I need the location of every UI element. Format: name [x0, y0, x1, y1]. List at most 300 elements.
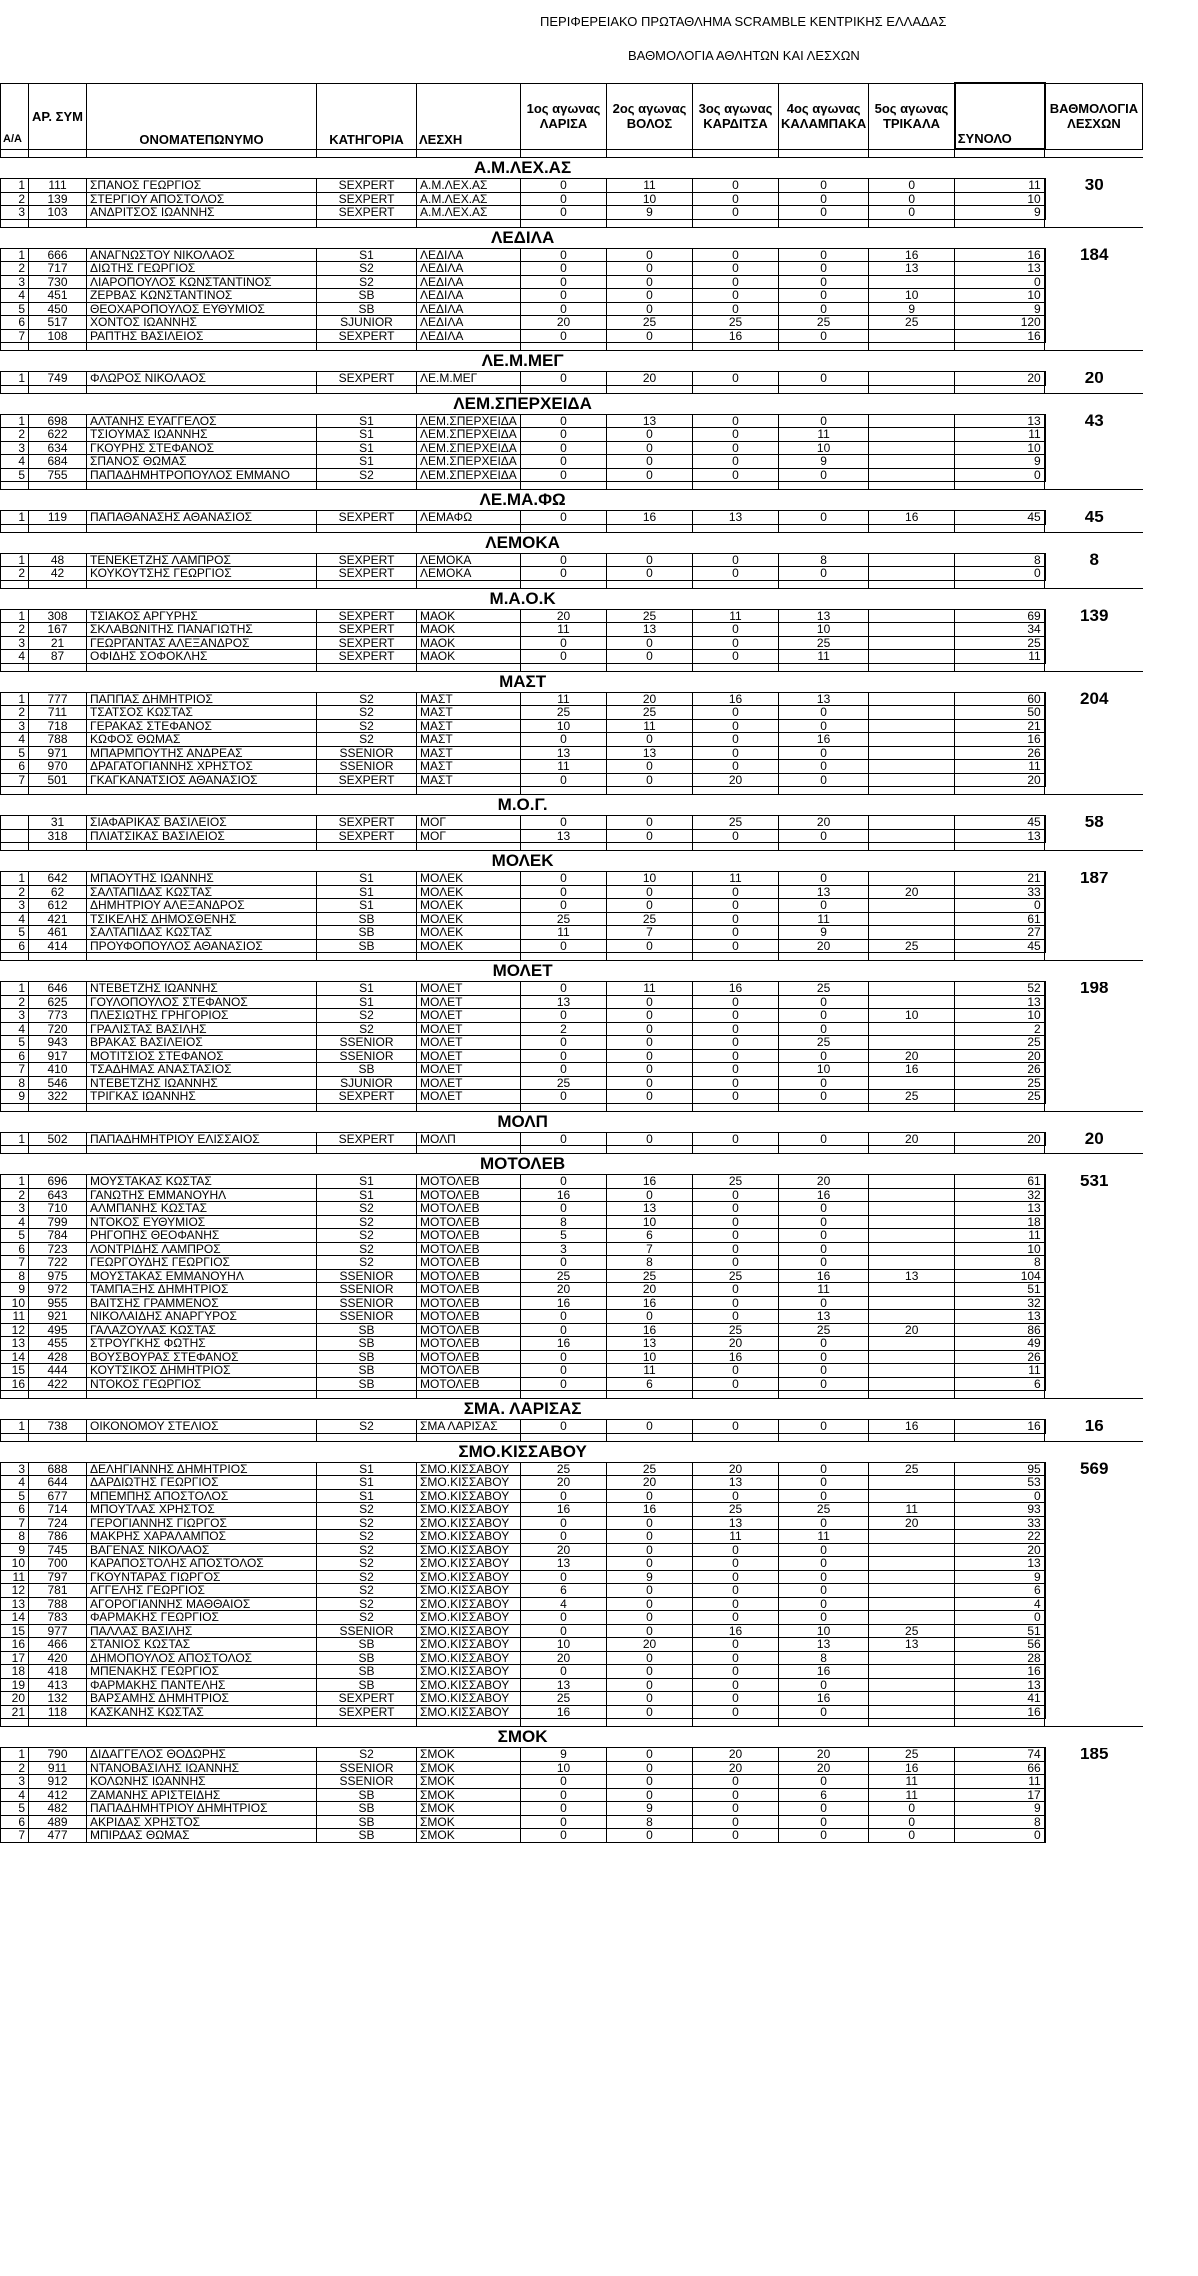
row-category[interactable]: S2	[317, 1611, 417, 1625]
row-round-5[interactable]	[869, 1584, 955, 1598]
row-name[interactable]: ΛΟΝΤΡΙΔΗΣ ΛΑΜΠΡΟΣ	[87, 1242, 317, 1256]
row-round-4[interactable]: 25	[779, 1036, 869, 1050]
row-round-2[interactable]: 0	[607, 1761, 693, 1775]
empty-cell[interactable]	[1045, 995, 1143, 1009]
row-total[interactable]: 25	[955, 1076, 1045, 1090]
row-round-5[interactable]	[869, 428, 955, 442]
row-round-4[interactable]: 0	[779, 1829, 869, 1843]
row-round-5[interactable]	[869, 816, 955, 830]
row-club[interactable]: ΜΟΤΟΛΕΒ	[417, 1175, 521, 1189]
empty-cell[interactable]	[1045, 393, 1143, 414]
row-num[interactable]: 111	[29, 179, 87, 193]
row-round-4[interactable]: 20	[779, 939, 869, 953]
row-category[interactable]: SB	[317, 926, 417, 940]
row-round-4[interactable]: 8	[779, 1651, 869, 1665]
row-name[interactable]: ΖΑΜΑΝΗΣ ΑΡΙΣΤΕΙΔΗΣ	[87, 1788, 317, 1802]
row-name[interactable]: ΓΚΟΥΡΗΣ ΣΤΕΦΑΝΟΣ	[87, 441, 317, 455]
row-category[interactable]: SB	[317, 1337, 417, 1351]
row-aa[interactable]: 12	[1, 1323, 29, 1337]
row-category[interactable]: SEXPERT	[317, 567, 417, 581]
row-total[interactable]: 6	[955, 1377, 1045, 1391]
row-club[interactable]: ΜΑΣΤ	[417, 760, 521, 774]
empty-cell[interactable]	[1045, 1678, 1143, 1692]
row-round-1[interactable]: 13	[521, 1678, 607, 1692]
row-aa[interactable]: 3	[1, 719, 29, 733]
row-name[interactable]: ΚΩΦΟΣ ΘΩΜΑΣ	[87, 733, 317, 747]
row-category[interactable]: S2	[317, 275, 417, 289]
row-round-2[interactable]: 0	[607, 636, 693, 650]
row-round-5[interactable]	[869, 1350, 955, 1364]
empty-cell[interactable]	[87, 1391, 317, 1399]
row-aa[interactable]: 14	[1, 1611, 29, 1625]
row-num[interactable]: 781	[29, 1584, 87, 1598]
row-num[interactable]: 495	[29, 1323, 87, 1337]
row-club[interactable]: ΜΑΟΚ	[417, 609, 521, 623]
row-club[interactable]: ΜΟΛΕΤ	[417, 995, 521, 1009]
row-aa[interactable]: 1	[1, 372, 29, 386]
row-round-2[interactable]: 0	[607, 428, 693, 442]
row-aa[interactable]: 2	[1, 885, 29, 899]
empty-cell[interactable]	[1045, 706, 1143, 720]
empty-cell[interactable]	[607, 787, 693, 795]
row-name[interactable]: ΣΤΡΟΥΓΚΗΣ ΦΩΤΗΣ	[87, 1337, 317, 1351]
row-round-2[interactable]: 0	[607, 1188, 693, 1202]
empty-cell[interactable]	[417, 343, 521, 351]
row-club[interactable]: ΜΟΛΕΤ	[417, 1049, 521, 1063]
club-points[interactable]: 187	[1080, 871, 1109, 885]
row-round-1[interactable]: 11	[521, 692, 607, 706]
row-round-2[interactable]: 9	[607, 1570, 693, 1584]
row-round-2[interactable]: 0	[607, 302, 693, 316]
empty-cell[interactable]	[869, 385, 955, 393]
club-points[interactable]: 20	[1084, 371, 1104, 385]
row-round-2[interactable]: 20	[607, 372, 693, 386]
row-num[interactable]: 684	[29, 455, 87, 469]
row-round-2[interactable]: 0	[607, 1584, 693, 1598]
row-name[interactable]: ΑΝΔΡΙΤΣΟΣ ΙΩΑΝΝΗΣ	[87, 206, 317, 220]
row-round-2[interactable]: 0	[607, 939, 693, 953]
row-name[interactable]: ΓΕΩΡΓΑΝΤΑΣ ΑΛΕΞΑΝΔΡΟΣ	[87, 636, 317, 650]
row-round-1[interactable]: 0	[521, 899, 607, 913]
row-round-5[interactable]	[869, 1557, 955, 1571]
row-round-1[interactable]: 0	[521, 1815, 607, 1829]
row-name[interactable]: ΝΤΟΚΟΣ ΕΥΘΥΜΙΟΣ	[87, 1215, 317, 1229]
row-aa[interactable]: 5	[1, 468, 29, 482]
row-round-4[interactable]: 0	[779, 372, 869, 386]
row-round-3[interactable]: 0	[693, 1049, 779, 1063]
row-round-5[interactable]	[869, 567, 955, 581]
row-total[interactable]: 9	[955, 206, 1045, 220]
row-total[interactable]: 21	[955, 719, 1045, 733]
row-club[interactable]: ΜΑΣΤ	[417, 733, 521, 747]
row-club[interactable]: ΣΜΟ.ΚΙΣΣΑΒΟΥ	[417, 1489, 521, 1503]
row-round-3[interactable]: 0	[693, 733, 779, 747]
row-category[interactable]: S1	[317, 885, 417, 899]
empty-cell[interactable]	[521, 343, 607, 351]
row-club[interactable]: ΜΑΟΚ	[417, 636, 521, 650]
row-round-3[interactable]: 0	[693, 1009, 779, 1023]
row-round-2[interactable]: 16	[607, 1296, 693, 1310]
row-category[interactable]: SSENIOR	[317, 1049, 417, 1063]
row-aa[interactable]: 3	[1, 206, 29, 220]
row-round-2[interactable]: 13	[607, 414, 693, 428]
row-round-4[interactable]: 0	[779, 773, 869, 787]
row-round-1[interactable]: 0	[521, 1570, 607, 1584]
row-round-5[interactable]	[869, 829, 955, 843]
row-round-4[interactable]: 20	[779, 1748, 869, 1762]
row-round-1[interactable]: 0	[521, 885, 607, 899]
row-club[interactable]: ΣΜΟΚ	[417, 1788, 521, 1802]
empty-cell[interactable]	[779, 1391, 869, 1399]
empty-cell[interactable]	[779, 482, 869, 490]
row-round-2[interactable]: 0	[607, 1692, 693, 1706]
row-club[interactable]: ΜΟΛΕΚ	[417, 872, 521, 886]
row-name[interactable]: ΡΗΓΟΠΗΣ ΘΕΟΦΑΝΗΣ	[87, 1229, 317, 1243]
row-round-4[interactable]: 0	[779, 1022, 869, 1036]
empty-cell[interactable]	[693, 1433, 779, 1441]
empty-cell[interactable]	[1045, 206, 1143, 220]
empty-cell[interactable]	[869, 219, 955, 227]
empty-cell[interactable]	[1045, 441, 1143, 455]
row-round-2[interactable]: 0	[607, 650, 693, 664]
row-round-4[interactable]: 0	[779, 468, 869, 482]
row-round-3[interactable]: 0	[693, 623, 779, 637]
row-aa[interactable]: 6	[1, 760, 29, 774]
row-round-3[interactable]: 0	[693, 995, 779, 1009]
row-round-3[interactable]: 13	[693, 1476, 779, 1490]
empty-cell[interactable]	[29, 1719, 87, 1727]
row-round-3[interactable]: 25	[693, 1269, 779, 1283]
row-round-3[interactable]: 0	[693, 1310, 779, 1324]
empty-cell[interactable]	[1045, 1761, 1143, 1775]
empty-cell[interactable]	[1045, 719, 1143, 733]
empty-cell[interactable]	[317, 1103, 417, 1111]
row-round-5[interactable]	[869, 912, 955, 926]
row-total[interactable]: 9	[955, 455, 1045, 469]
empty-cell[interactable]	[1, 787, 29, 795]
row-num[interactable]: 722	[29, 1256, 87, 1270]
row-round-2[interactable]: 0	[607, 816, 693, 830]
empty-cell[interactable]	[1045, 385, 1143, 393]
row-round-5[interactable]	[869, 372, 955, 386]
row-num[interactable]: 103	[29, 206, 87, 220]
row-category[interactable]: S2	[317, 1420, 417, 1434]
row-round-1[interactable]: 0	[521, 248, 607, 262]
row-round-1[interactable]: 16	[521, 1705, 607, 1719]
row-category[interactable]: SSENIOR	[317, 1624, 417, 1638]
empty-cell[interactable]	[317, 524, 417, 532]
row-round-3[interactable]: 0	[693, 428, 779, 442]
empty-cell[interactable]	[87, 1719, 317, 1727]
row-category[interactable]: S2	[317, 692, 417, 706]
row-club[interactable]: ΜΟΤΟΛΕΒ	[417, 1202, 521, 1216]
row-num[interactable]: 797	[29, 1570, 87, 1584]
row-num[interactable]: 955	[29, 1296, 87, 1310]
row-num[interactable]: 461	[29, 926, 87, 940]
row-total[interactable]: 20	[955, 1132, 1045, 1146]
row-round-4[interactable]: 11	[779, 912, 869, 926]
empty-cell[interactable]	[1045, 1323, 1143, 1337]
empty-cell[interactable]	[1045, 843, 1143, 851]
row-category[interactable]: S1	[317, 428, 417, 442]
row-round-1[interactable]: 0	[521, 567, 607, 581]
empty-cell[interactable]	[1, 1391, 29, 1399]
row-round-5[interactable]: 0	[869, 1829, 955, 1843]
row-total[interactable]: 25	[955, 1036, 1045, 1050]
club-points[interactable]: 43	[1084, 414, 1104, 428]
row-round-1[interactable]: 0	[521, 302, 607, 316]
club-points[interactable]: 30	[1084, 178, 1104, 192]
empty-cell[interactable]	[29, 524, 87, 532]
row-category[interactable]: SB	[317, 1350, 417, 1364]
row-round-4[interactable]: 0	[779, 1296, 869, 1310]
row-num[interactable]: 788	[29, 1597, 87, 1611]
row-round-3[interactable]: 0	[693, 1692, 779, 1706]
row-num[interactable]: 644	[29, 1476, 87, 1490]
row-name[interactable]: ΑΛΜΠΑΝΗΣ ΚΩΣΤΑΣ	[87, 1202, 317, 1216]
row-name[interactable]: ΤΕΝΕΚΕΤΖΗΣ ΛΑΜΠΡΟΣ	[87, 553, 317, 567]
row-round-2[interactable]: 25	[607, 912, 693, 926]
row-category[interactable]: SEXPERT	[317, 1090, 417, 1104]
row-category[interactable]: S2	[317, 1597, 417, 1611]
row-total[interactable]: 11	[955, 650, 1045, 664]
row-round-2[interactable]: 0	[607, 995, 693, 1009]
row-num[interactable]: 410	[29, 1063, 87, 1077]
row-name[interactable]: ΤΣΑΔΗΜΑΣ ΑΝΑΣΤΑΣΙΟΣ	[87, 1063, 317, 1077]
row-aa[interactable]: 16	[1, 1638, 29, 1652]
empty-cell[interactable]	[955, 1719, 1045, 1727]
empty-cell[interactable]	[1045, 1283, 1143, 1297]
empty-cell[interactable]	[955, 1433, 1045, 1441]
empty-cell[interactable]	[1045, 926, 1143, 940]
row-round-3[interactable]: 0	[693, 746, 779, 760]
row-round-1[interactable]: 25	[521, 1269, 607, 1283]
row-category[interactable]: S1	[317, 982, 417, 996]
row-name[interactable]: ΣΑΛΤΑΠΙΔΑΣ ΚΩΣΤΑΣ	[87, 926, 317, 940]
row-aa[interactable]: 1	[1, 1175, 29, 1189]
empty-cell[interactable]	[87, 1103, 317, 1111]
row-category[interactable]: S2	[317, 719, 417, 733]
row-round-3[interactable]: 0	[693, 1022, 779, 1036]
row-num[interactable]: 799	[29, 1215, 87, 1229]
row-round-1[interactable]: 16	[521, 1503, 607, 1517]
row-round-3[interactable]: 16	[693, 1350, 779, 1364]
row-aa[interactable]: 5	[1, 1229, 29, 1243]
row-aa[interactable]	[1, 816, 29, 830]
empty-cell[interactable]	[417, 1146, 521, 1154]
row-name[interactable]: ΝΤΑΝΟΒΑΣΙΛΗΣ ΙΩΑΝΝΗΣ	[87, 1761, 317, 1775]
row-num[interactable]: 62	[29, 885, 87, 899]
row-round-2[interactable]: 0	[607, 1788, 693, 1802]
row-round-5[interactable]	[869, 623, 955, 637]
row-club[interactable]: ΜΟΤΟΛΕΒ	[417, 1350, 521, 1364]
row-club[interactable]: ΛΕΔΙΛΑ	[417, 329, 521, 343]
row-club[interactable]: ΣΜΟ.ΚΙΣΣΑΒΟΥ	[417, 1543, 521, 1557]
row-round-5[interactable]: 13	[869, 1269, 955, 1283]
row-name[interactable]: ΝΤΕΒΕΤΖΗΣ ΙΩΑΝΝΗΣ	[87, 1076, 317, 1090]
row-name[interactable]: ΔΑΡΔΙΩΤΗΣ ΓΕΩΡΓΙΟΣ	[87, 1476, 317, 1490]
club-name[interactable]: ΣΜΟΚ	[1, 1727, 1045, 1748]
row-round-5[interactable]	[869, 733, 955, 747]
empty-cell[interactable]	[869, 343, 955, 351]
row-num[interactable]: 790	[29, 1748, 87, 1762]
row-club[interactable]: ΜΟΛΕΚ	[417, 899, 521, 913]
row-category[interactable]: SB	[317, 1651, 417, 1665]
row-round-4[interactable]: 25	[779, 636, 869, 650]
row-club[interactable]: ΜΟΛΕΚ	[417, 926, 521, 940]
empty-cell[interactable]	[693, 219, 779, 227]
row-name[interactable]: ΠΡΟΥΦΟΠΟΥΛΟΣ ΑΘΑΝΑΣΙΟΣ	[87, 939, 317, 953]
row-round-1[interactable]: 0	[521, 553, 607, 567]
empty-cell[interactable]	[779, 953, 869, 961]
row-round-4[interactable]: 25	[779, 982, 869, 996]
row-round-5[interactable]	[869, 1543, 955, 1557]
row-total[interactable]: 52	[955, 982, 1045, 996]
club-points[interactable]: 185	[1080, 1747, 1109, 1761]
row-round-4[interactable]: 11	[779, 1283, 869, 1297]
row-round-2[interactable]: 0	[607, 1624, 693, 1638]
row-round-4[interactable]: 0	[779, 1489, 869, 1503]
row-round-3[interactable]: 0	[693, 1188, 779, 1202]
row-round-1[interactable]: 0	[521, 372, 607, 386]
row-round-1[interactable]: 0	[521, 1665, 607, 1679]
club-name[interactable]: ΛΕΜΟΚΑ	[1, 532, 1045, 553]
row-club[interactable]: ΣΜΟ.ΚΙΣΣΑΒΟΥ	[417, 1503, 521, 1517]
row-category[interactable]: S2	[317, 1570, 417, 1584]
row-round-5[interactable]	[869, 899, 955, 913]
row-club[interactable]: ΣΜΟ.ΚΙΣΣΑΒΟΥ	[417, 1462, 521, 1476]
row-num[interactable]: 720	[29, 1022, 87, 1036]
empty-cell[interactable]	[1045, 1503, 1143, 1517]
row-club[interactable]: ΛΕΜ.ΣΠΕΡΧΕΙΔΑ	[417, 414, 521, 428]
row-total[interactable]: 32	[955, 1188, 1045, 1202]
row-club[interactable]: ΛΕΜ.ΣΠΕΡΧΕΙΔΑ	[417, 455, 521, 469]
empty-cell[interactable]	[521, 663, 607, 671]
empty-cell[interactable]	[29, 1103, 87, 1111]
row-round-3[interactable]: 0	[693, 468, 779, 482]
row-round-1[interactable]: 0	[521, 1624, 607, 1638]
empty-cell[interactable]	[521, 1719, 607, 1727]
empty-cell[interactable]	[417, 843, 521, 851]
row-total[interactable]: 104	[955, 1269, 1045, 1283]
row-name[interactable]: ΓΟΥΛΟΠΟΥΛΟΣ ΣΤΕΦΑΝΟΣ	[87, 995, 317, 1009]
row-category[interactable]: SB	[317, 1829, 417, 1843]
header-round-1[interactable]: 1ος αγωνας ΛΑΡΙΣΑ	[521, 83, 607, 149]
row-category[interactable]: S1	[317, 1188, 417, 1202]
empty-cell[interactable]	[607, 1103, 693, 1111]
empty-cell[interactable]	[417, 149, 521, 158]
row-round-3[interactable]: 0	[693, 1543, 779, 1557]
empty-cell[interactable]	[521, 787, 607, 795]
row-aa[interactable]: 17	[1, 1651, 29, 1665]
row-round-3[interactable]: 25	[693, 1175, 779, 1189]
row-total[interactable]: 20	[955, 1049, 1045, 1063]
row-category[interactable]: S2	[317, 1256, 417, 1270]
row-club[interactable]: ΜΟΤΟΛΕΒ	[417, 1377, 521, 1391]
row-round-5[interactable]	[869, 773, 955, 787]
row-round-3[interactable]: 13	[693, 511, 779, 525]
row-round-4[interactable]: 9	[779, 455, 869, 469]
empty-cell[interactable]	[1045, 1076, 1143, 1090]
row-total[interactable]: 16	[955, 1420, 1045, 1434]
row-name[interactable]: ΜΠΑΡΜΠΟΥΤΗΣ ΑΝΔΡΕΑΣ	[87, 746, 317, 760]
row-round-4[interactable]: 0	[779, 1815, 869, 1829]
row-round-2[interactable]: 0	[607, 248, 693, 262]
header-round-2[interactable]: 2ος αγωνας ΒΟΛΟΣ	[607, 83, 693, 149]
empty-cell[interactable]	[1, 663, 29, 671]
row-category[interactable]: SSENIOR	[317, 1775, 417, 1789]
row-aa[interactable]: 1	[1, 248, 29, 262]
empty-cell[interactable]	[1045, 1009, 1143, 1023]
row-category[interactable]: SEXPERT	[317, 553, 417, 567]
row-round-2[interactable]: 7	[607, 1242, 693, 1256]
row-round-4[interactable]: 10	[779, 623, 869, 637]
row-round-2[interactable]: 16	[607, 1323, 693, 1337]
row-round-5[interactable]	[869, 441, 955, 455]
row-num[interactable]: 139	[29, 192, 87, 206]
row-club[interactable]: ΛΕΔΙΛΑ	[417, 262, 521, 276]
row-num[interactable]: 455	[29, 1337, 87, 1351]
row-round-5[interactable]	[869, 1364, 955, 1378]
row-total[interactable]: 51	[955, 1624, 1045, 1638]
row-round-1[interactable]: 0	[521, 441, 607, 455]
row-round-3[interactable]: 0	[693, 939, 779, 953]
row-round-4[interactable]: 0	[779, 275, 869, 289]
row-category[interactable]: SSENIOR	[317, 746, 417, 760]
row-round-3[interactable]: 0	[693, 1597, 779, 1611]
row-round-2[interactable]: 0	[607, 829, 693, 843]
empty-cell[interactable]	[607, 1146, 693, 1154]
row-round-2[interactable]: 16	[607, 1503, 693, 1517]
row-round-2[interactable]: 0	[607, 1665, 693, 1679]
row-name[interactable]: ΓΚΑΓΚΑΝΑΤΣΙΟΣ ΑΘΑΝΑΣΙΟΣ	[87, 773, 317, 787]
row-round-1[interactable]: 9	[521, 1748, 607, 1762]
row-aa[interactable]: 15	[1, 1624, 29, 1638]
row-round-4[interactable]: 0	[779, 1611, 869, 1625]
row-club[interactable]: ΜΟΤΟΛΕΒ	[417, 1364, 521, 1378]
row-category[interactable]: SEXPERT	[317, 372, 417, 386]
row-round-2[interactable]: 0	[607, 289, 693, 303]
empty-cell[interactable]	[1, 343, 29, 351]
row-name[interactable]: ΠΛΙΑΤΣΙΚΑΣ ΒΑΣΙΛΕΙΟΣ	[87, 829, 317, 843]
row-round-4[interactable]: 0	[779, 1775, 869, 1789]
row-round-1[interactable]: 13	[521, 995, 607, 1009]
row-round-2[interactable]: 0	[607, 1705, 693, 1719]
empty-cell[interactable]	[1045, 939, 1143, 953]
row-round-5[interactable]	[869, 1175, 955, 1189]
row-round-5[interactable]: 10	[869, 289, 955, 303]
club-points[interactable]: 45	[1084, 510, 1104, 524]
row-total[interactable]: 13	[955, 1678, 1045, 1692]
row-round-1[interactable]: 20	[521, 316, 607, 330]
row-num[interactable]: 717	[29, 262, 87, 276]
header-round-5[interactable]: 5ος αγωνας ΤΡΙΚΑΛΑ	[869, 83, 955, 149]
row-num[interactable]: 87	[29, 650, 87, 664]
empty-cell[interactable]	[521, 843, 607, 851]
row-round-2[interactable]: 11	[607, 1364, 693, 1378]
row-num[interactable]: 625	[29, 995, 87, 1009]
row-round-3[interactable]: 0	[693, 455, 779, 469]
empty-cell[interactable]	[1, 385, 29, 393]
row-round-5[interactable]	[869, 455, 955, 469]
row-aa[interactable]: 13	[1, 1597, 29, 1611]
row-round-1[interactable]: 0	[521, 1350, 607, 1364]
empty-cell[interactable]	[1045, 1364, 1143, 1378]
empty-cell[interactable]	[417, 953, 521, 961]
row-aa[interactable]: 1	[1, 1132, 29, 1146]
row-round-1[interactable]: 0	[521, 414, 607, 428]
row-aa[interactable]: 2	[1, 623, 29, 637]
